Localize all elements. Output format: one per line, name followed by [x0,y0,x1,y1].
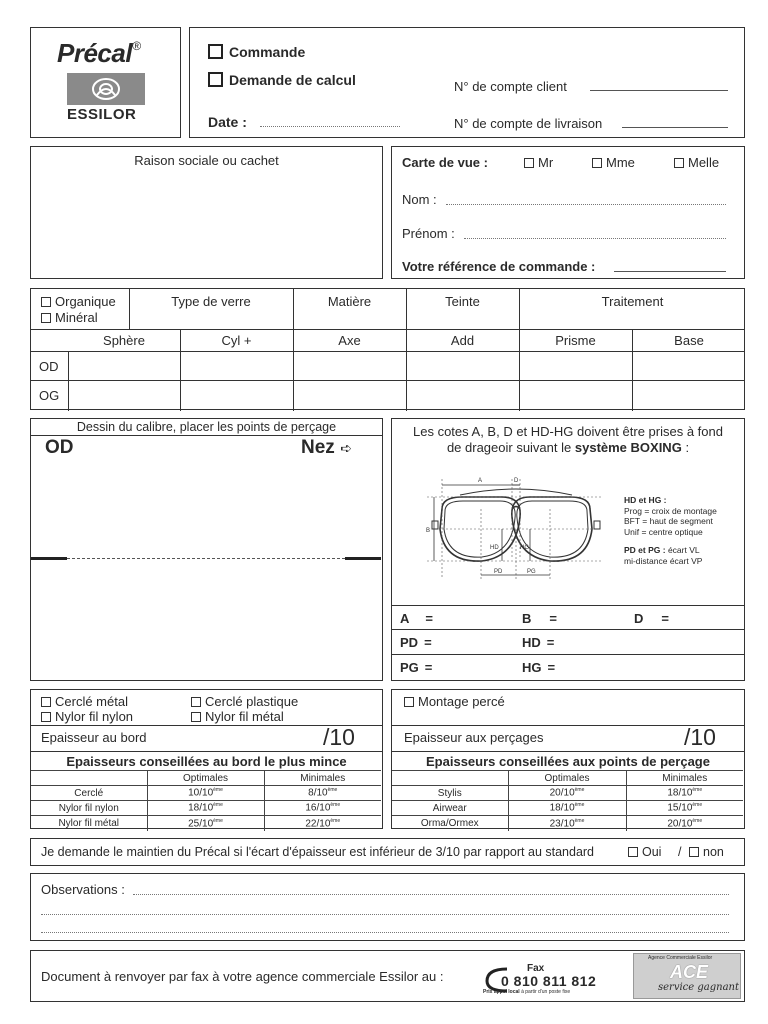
organique-checkbox[interactable]: Organique [41,294,116,309]
percage-table [392,770,743,831]
dim-hg-label: HG [520,545,529,551]
teinte-header: Teinte [445,294,480,309]
dim-pd-label: PD [494,569,503,575]
prisme-header: Prisme [555,333,596,348]
raison-sociale-label: Raison sociale ou cachet [134,153,279,168]
epaisseur-percages-label: Epaisseur aux perçages [404,730,544,745]
mme-checkbox[interactable]: Mme [592,155,635,170]
maintien-separator: / [678,845,682,859]
fax-note: Prix appel local à partir d'un poste fixe [483,989,571,995]
epaisseur-bord-field[interactable]: /10 [323,724,355,750]
maintien-text: Je demande le maintien du Précal si l'écart d'épaisseur est inférieur de 3/10 par rapport au standard [41,845,595,859]
nylor-nylon-checkbox[interactable]: Nylor fil nylon [41,709,133,724]
montage-cercle-box [30,689,383,829]
oui-checkbox[interactable]: Oui [628,845,661,859]
sphere-header: Sphère [103,333,145,348]
bord-table-title: Epaisseurs conseillées au bord le plus mince [66,754,347,769]
calibre-od-label: OD [45,437,74,458]
base-header: Base [674,333,704,348]
essilor-logo [67,73,145,105]
cercle-metal-checkbox[interactable]: Cerclé métal [41,694,128,709]
measure-d[interactable]: D = [634,611,669,626]
bord-col-optimales: Optimales [147,771,264,786]
ace-logo: Agence Commerciale Essilor ACE service gagnant [633,953,741,999]
bord-table [31,770,381,831]
percage-table-title: Epaisseurs conseillées aux points de perçage [426,754,710,769]
melle-checkbox[interactable]: Melle [674,155,719,170]
fax-number: 0 810 811 812 [501,973,597,989]
calibre-title: Dessin du calibre, placer les points de perçage [76,420,337,434]
maintien-box [30,838,745,866]
date-label: Date : [208,114,247,130]
boxing-legend: HD et HG : Prog = croix de montage BFT = haut de segment Unif = centre optique PD et PG : écart VL mi-distance écart VP [624,495,717,566]
prenom-label: Prénom : [402,226,455,241]
mr-checkbox[interactable]: Mr [524,155,553,170]
observations-line-3[interactable] [41,932,729,933]
boxing-box [391,418,745,681]
brand-box [30,27,181,138]
percage-col-optimales: Optimales [508,771,626,786]
measure-pd[interactable]: PD = [400,635,432,650]
og-row-label: OG [39,388,60,403]
footer-text: Document à renvoyer par fax à votre agence commerciale Essilor au : [41,969,444,984]
nom-field[interactable] [446,204,726,205]
nez-label: Nez ➪ [301,437,352,458]
fax-label: Fax [527,963,545,974]
order-type-box [189,27,745,138]
reference-label: Votre référence de commande : [402,259,596,274]
table-row: Cerclé 10/10ème 8/10ème [31,786,381,801]
bord-col-minimales: Minimales [264,771,381,786]
observations-label: Observations : [41,882,125,897]
nom-label: Nom : [402,192,437,207]
raison-sociale-box[interactable] [30,146,383,279]
add-header: Add [450,333,475,348]
table-row: Nylor fil métal 25/10ème 22/10ème [31,816,381,831]
nylor-metal-checkbox[interactable]: Nylor fil métal [191,709,284,724]
percage-col-minimales: Minimales [626,771,743,786]
boxing-glasses-diagram [402,469,622,584]
demande-calcul-checkbox[interactable]: Demande de calcul [208,72,356,88]
essilor-wordmark: ESSILOR [67,106,137,123]
measure-a[interactable]: A = [400,611,433,626]
footer-box [30,950,745,1002]
observations-line-2[interactable] [41,914,729,915]
essilor-emblem-icon [67,73,145,105]
prenom-field[interactable] [464,238,726,239]
table-row: Airwear 18/10ème 15/10ème [392,801,743,816]
dim-d-label: D [514,478,519,484]
compte-livraison-field[interactable] [622,127,728,128]
measure-hd[interactable]: HD = [522,635,555,650]
boxing-intro-line2: de drageoir suivant le système BOXING : [446,440,690,455]
dim-a-label: A [478,478,483,484]
dim-b-label: B [426,528,431,534]
brand-title: Précal® [57,38,141,68]
compte-client-label: N° de compte client [454,79,567,94]
reference-field[interactable] [614,271,726,272]
traitement-header: Traitement [601,294,664,309]
date-field[interactable] [260,126,400,127]
matiere-header: Matière [327,294,372,309]
cyl-header: Cyl + [221,333,252,348]
measure-pg[interactable]: PG = [400,660,433,675]
observations-line-1[interactable] [133,894,729,895]
od-row-label: OD [39,359,59,374]
measure-b[interactable]: B = [522,611,557,626]
dim-hd-label: HD [490,545,499,551]
compte-livraison-label: N° de compte de livraison [454,116,603,131]
calibre-drawing-area[interactable] [31,464,381,679]
lens-table [30,288,745,410]
compte-client-field[interactable] [590,90,728,91]
non-checkbox[interactable]: non [689,845,724,859]
carte-de-vue-label: Carte de vue : [402,155,488,170]
boxing-intro-line1: Les cotes A, B, D et HD-HG doivent être prises à fond [413,424,723,439]
carte-de-vue-box [391,146,745,279]
montage-perce-checkbox[interactable]: Montage percé [404,694,505,709]
measure-hg[interactable]: HG = [522,660,556,675]
axe-header: Axe [338,333,361,348]
table-row: Orma/Ormex 23/10ème 20/10ème [392,816,743,831]
table-row: Stylis 20/10ème 18/10ème [392,786,743,801]
epaisseur-bord-label: Epaisseur au bord [41,730,147,745]
type-de-verre-header: Type de verre [171,294,251,309]
dim-pg-label: PG [527,569,536,575]
montage-perce-box [391,689,745,829]
epaisseur-percages-field[interactable]: /10 [684,724,716,750]
nose-arrow-icon: ➪ [340,440,352,456]
table-row: Nylor fil nylon 18/10ème 16/10ème [31,801,381,816]
commande-checkbox[interactable]: Commande [208,44,305,60]
observations-box [30,873,745,941]
cercle-plastique-checkbox[interactable]: Cerclé plastique [191,694,298,709]
calibre-box [30,418,383,681]
mineral-checkbox[interactable]: Minéral [41,310,98,325]
